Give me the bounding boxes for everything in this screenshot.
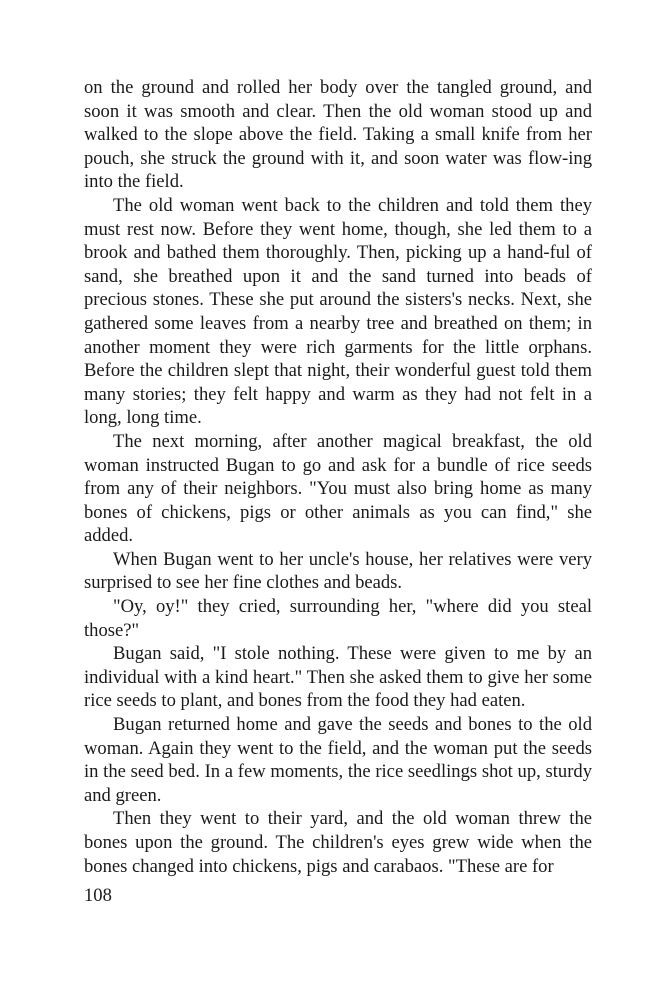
- page-number: 108: [84, 885, 112, 906]
- paragraph: on the ground and rolled her body over the tangled ground, and soon it was smooth and clear. Then the old woman stood up and walked to the slope above the field. Taking a small knife from her pouch, she struck the ground with it, and soon water was flow-ing into the field.: [84, 77, 592, 193]
- paragraph: "Oy, oy!" they cried, surrounding her, "where did you steal those?": [84, 596, 592, 641]
- paragraph: The old woman went back to the children and told them they must rest now. Before they went home, though, she led them to a brook and bathed them thoroughly. Then, picking up a hand-ful of sand, she breathed upon it and the sand turned into beads of precious stones. These she put around the sisters's necks. Next, she gathered some leaves from a nearby tree and breathed on them; in another moment they were rich garments for the little orphans. Before the children slept that night, their wonderful guest told them many stories; they felt happy and warm as they had not felt in a long, long time.: [84, 194, 592, 429]
- paragraph: When Bugan went to her uncle's house, her relatives were very surprised to see her fine clothes and beads.: [84, 548, 592, 594]
- paragraph: Bugan said, "I stole nothing. These were given to me by an individual with a kind heart." Then she asked them to give her some rice seeds to plant, and bones from the food they had eaten.: [84, 643, 592, 712]
- paragraph: Bugan returned home and gave the seeds and bones to the old woman. Again they went to the field, and the woman put the seeds in the seed bed. In a few moments, the rice seedlings shot up, sturdy and green.: [84, 714, 592, 806]
- page-body: [84, 76, 592, 878]
- paragraph: The next morning, after another magical breakfast, the old woman instructed Bugan to go and ask for a bundle of rice seeds from any of their neighbors. "You must also bring home as many bones of chickens, pigs or other animals as you can find," she added.: [84, 430, 592, 547]
- paragraph: Then they went to their yard, and the old woman threw the bones upon the ground. The children's eyes grew wide when the bones changed into chickens, pigs and carabaos. "These are for: [84, 808, 592, 877]
